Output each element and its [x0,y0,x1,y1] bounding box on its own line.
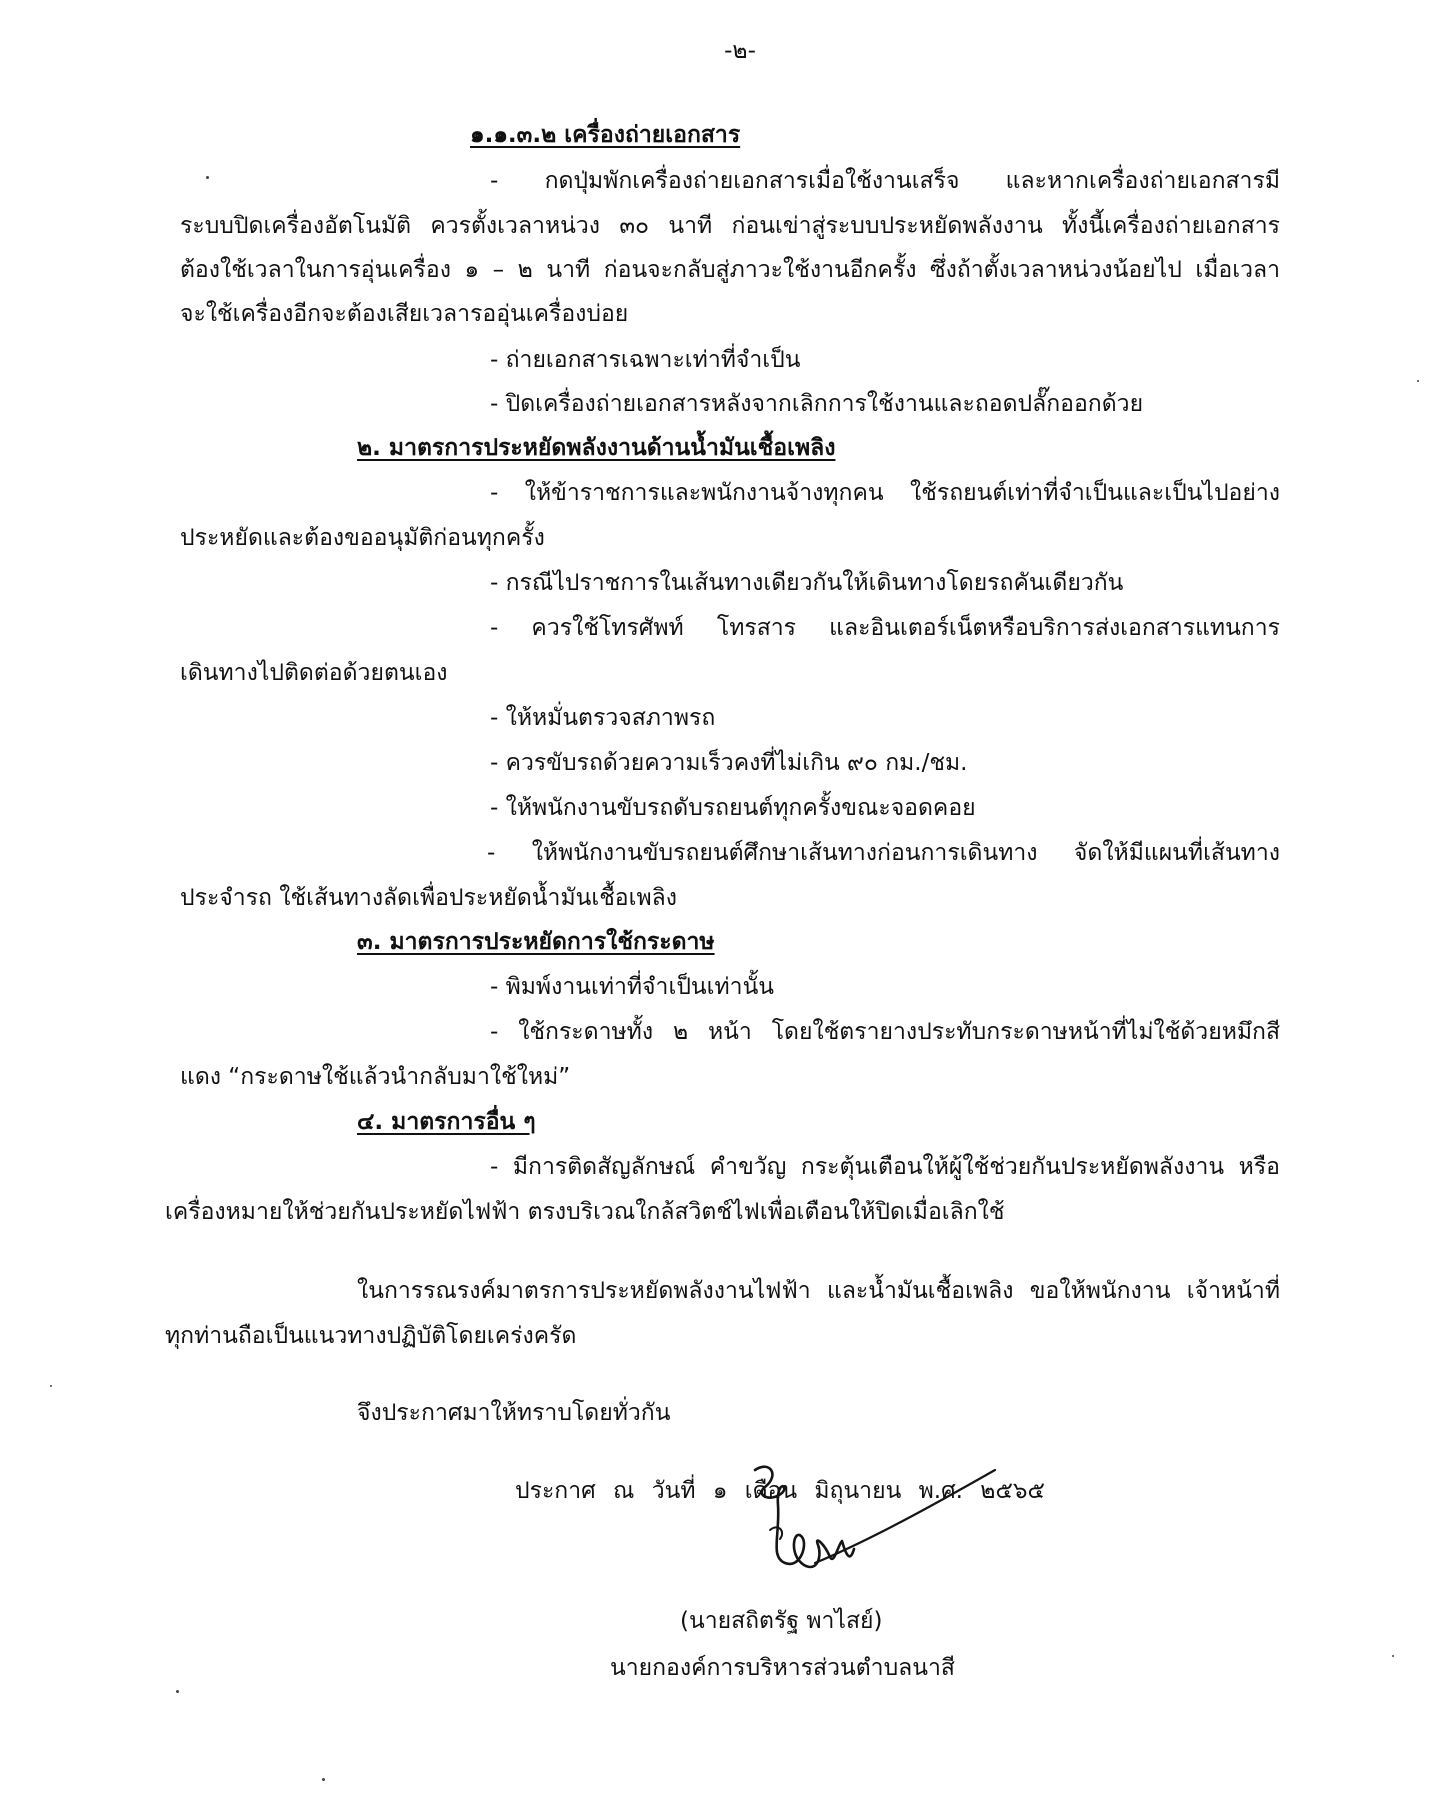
scan-speck [50,1385,52,1387]
paper-item-2-line-1: - ใช้กระดาษทั้ง ๒ หน้า โดยใช้ตรายางประทับกระดาษหน้าที่ไม่ใช้ด้วยหมึกสี [490,1019,1280,1045]
fuel-item-6: - ให้พนักงานขับรถดับรถยนต์ทุกครั้งขณะจอดคอย [490,795,976,821]
signatory-position: นายกองค์การบริหารส่วนตำบลนาสี [610,1655,955,1681]
paper-item-2-line-2: แดง “กระดาษใช้แล้วนำกลับมาใช้ใหม่” [180,1064,571,1090]
fuel-item-7-line-2: ประจำรถ ใช้เส้นทางลัดเพื่อประหยัดน้ำมันเชื้อเพลิง [180,885,677,911]
closing-para-line-2: ทุกท่านถือเป็นแนวทางปฏิบัติโดยเคร่งครัด [165,1323,577,1349]
fuel-item-3-line-2: เดินทางไปติดต่อด้วยตนเอง [180,660,448,686]
heading-photocopier: ๑.๑.๓.๒ เครื่องถ่ายเอกสาร [470,122,741,148]
fuel-item-7-line-1: - ให้พนักงานขับรถยนต์ศึกษาเส้นทางก่อนการเดินทาง จัดให้มีแผนที่เส้นทาง [487,840,1280,866]
announcement-date: ประกาศ ณ วันที่ ๑ เดือน มิถุนายน พ.ศ. ๒๕๖๕ [515,1478,1045,1504]
scan-speck [206,176,209,179]
signatory-name: (นายสถิตรัฐ พาไสย์) [680,1608,883,1634]
scan-speck [176,1690,179,1693]
other-item-1-line-1: - มีการติดสัญลักษณ์ คำขวัญ กระตุ้นเตือนให้ผู้ใช้ช่วยกันประหยัดพลังงาน หรือ [490,1154,1280,1180]
heading-paper-measures: ๓. มาตรการประหยัดการใช้กระดาษ [357,929,715,955]
scan-speck [1417,380,1419,382]
fuel-item-3-line-1: - ควรใช้โทรศัพท์ โทรสาร และอินเตอร์เน็ตหรือบริการส่งเอกสารแทนการ [490,615,1280,641]
handwritten-signature [730,1445,1020,1595]
other-item-1-line-2: เครื่องหมายให้ช่วยกันประหยัดไฟฟ้า ตรงบริเวณใกล้สวิตช์ไฟเพื่อเตือนให้ปิดเมื่อเลิกใช้ [165,1199,1005,1225]
closing-para-line-1: ในการรณรงค์มาตรการประหยัดพลังงานไฟฟ้า และน้ำมันเชื้อเพลิง ขอให้พนักงาน เจ้าหน้าที่ [357,1278,1280,1304]
scan-speck [322,1778,325,1781]
page-number: -๒- [724,38,756,64]
scan-speck [1392,1655,1394,1657]
fuel-item-5: - ควรขับรถด้วยความเร็วคงที่ไม่เกิน ๙๐ กม./ชม. [490,750,968,776]
photocopier-item-2: - ถ่ายเอกสารเฉพาะเท่าที่จำเป็น [490,347,801,373]
fuel-item-4: - ให้หมั่นตรวจสภาพรถ [490,705,716,731]
heading-fuel-measures: ๒. มาตรการประหยัดพลังงานด้านน้ำมันเชื้อเพลิง [357,435,836,461]
heading-other-measures: ๔. มาตรการอื่น ๆ [357,1109,536,1135]
announcement-line: จึงประกาศมาให้ทราบโดยทั่วกัน [357,1400,671,1426]
paper-item-1: - พิมพ์งานเท่าที่จำเป็นเท่านั้น [490,974,775,1000]
fuel-item-1-line-1: - ให้ข้าราชการและพนักงานจ้างทุกคน ใช้รถยนต์เท่าที่จำเป็นและเป็นไปอย่าง [490,480,1280,506]
photocopier-para-line-2: ระบบปิดเครื่องอัตโนมัติ ควรตั้งเวลาหน่วง ๓๐ นาที ก่อนเข่าสู่ระบบประหยัดพลังงาน ทั้งนี้เครื่องถ่ายเอกสาร [180,213,1280,239]
photocopier-para-line-1: - กดปุ่มพักเครื่องถ่ายเอกสารเมื่อใช้งานเสร็จ และหากเครื่องถ่ายเอกสารมี [490,168,1280,194]
photocopier-para-line-4: จะใช้เครื่องอีกจะต้องเสียเวลารออุ่นเครื่องบ่อย [180,301,629,327]
photocopier-item-3: - ปิดเครื่องถ่ายเอกสารหลังจากเลิกการใช้งานและถอดปลั๊กออกด้วย [490,391,1144,417]
fuel-item-1-line-2: ประหยัดและต้องขออนุมัติก่อนทุกครั้ง [180,525,545,551]
photocopier-para-line-3: ต้องใช้เวลาในการอุ่นเครื่อง ๑ – ๒ นาที ก่อนจะกลับสู่ภาวะใช้งานอีกครั้ง ซึ่งถ้าตั้งเวลาหน่วงน้อยไป เมื่อเวลา [180,257,1280,283]
fuel-item-2: - กรณีไปราชการในเส้นทางเดียวกันให้เดินทางโดยรถคันเดียวกัน [490,570,1124,596]
